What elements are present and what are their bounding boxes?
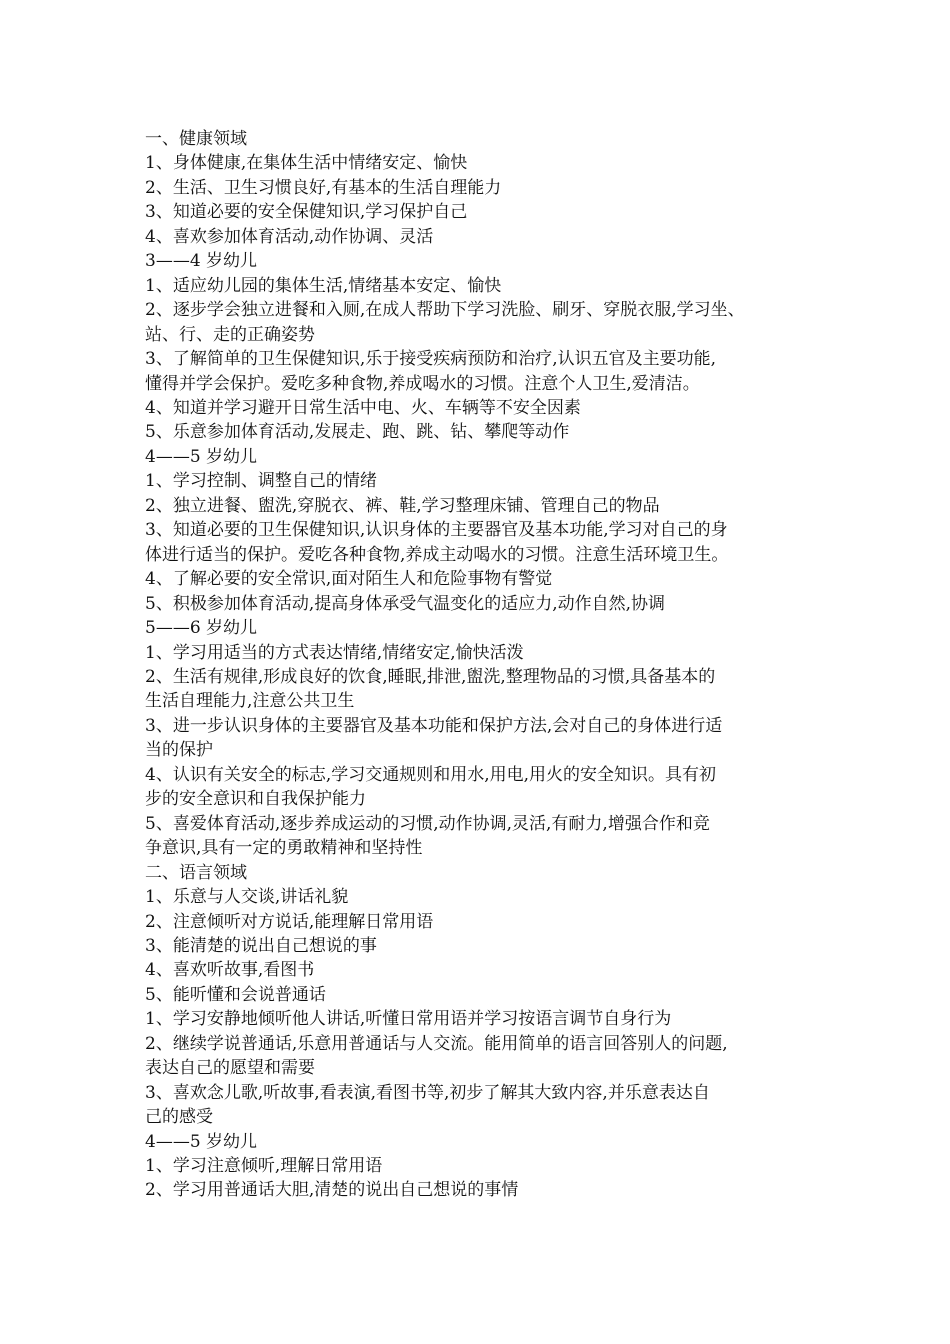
- text-line: 3、知道必要的安全保健知识,学习保护自己: [145, 202, 468, 223]
- text-line: 5、积极参加体育活动,提高身体承受气温变化的适应力,动作自然,协调: [145, 593, 666, 614]
- text-line: 2、逐步学会独立进餐和入厕,在成人帮助下学习洗脸、刷牙、穿脱衣服,学习坐、: [145, 300, 745, 321]
- text-line: 5、乐意参加体育活动,发展走、跑、跳、钻、攀爬等动作: [145, 422, 570, 443]
- text-line: 1、乐意与人交谈,讲话礼貌: [145, 887, 349, 908]
- text-line: 2、生活有规律,形成良好的饮食,睡眠,排泄,盥洗,整理物品的习惯,具备基本的: [145, 666, 716, 687]
- text-line: 2、学习用普通话大胆,清楚的说出自己想说的事情: [145, 1180, 519, 1201]
- text-line: 4、了解必要的安全常识,面对陌生人和危险事物有警觉: [145, 569, 553, 590]
- text-line: 懂得并学会保护。爱吃多种食物,养成喝水的习惯。注意个人卫生,爱清洁。: [145, 373, 700, 394]
- text-line: 4、喜欢参加体育活动,动作协调、灵活: [145, 226, 434, 247]
- age-group-heading: 4——5 岁幼儿: [145, 446, 258, 467]
- text-line: 3、进一步认识身体的主要器官及基本功能和保护方法,会对自己的身体进行适: [145, 715, 723, 736]
- text-line: 4、喜欢听故事,看图书: [145, 960, 315, 981]
- age-group-heading: 5——6 岁幼儿: [145, 618, 258, 639]
- age-group-heading: 3——4 岁幼儿: [145, 251, 258, 272]
- text-line: 4、认识有关安全的标志,学习交通规则和用水,用电,用火的安全知识。具有初: [145, 764, 717, 785]
- text-line: 1、身体健康,在集体生活中情绪安定、愉快: [145, 153, 468, 174]
- text-line: 2、独立进餐、盥洗,穿脱衣、裤、鞋,学习整理床铺、管理自己的物品: [145, 495, 660, 516]
- text-line: 1、学习注意倾听,理解日常用语: [145, 1156, 383, 1177]
- text-line: 体进行适当的保护。爱吃各种食物,养成主动喝水的习惯。注意生活环境卫生。: [145, 544, 729, 565]
- text-line: 1、学习用适当的方式表达情绪,情绪安定,愉快活泼: [145, 642, 524, 663]
- text-line: 1、学习控制、调整自己的情绪: [145, 471, 377, 492]
- text-line: 2、生活、卫生习惯良好,有基本的生活自理能力: [145, 177, 502, 198]
- text-line: 4、知道并学习避开日常生活中电、火、车辆等不安全因素: [145, 397, 581, 418]
- text-line: 5、能听懂和会说普通话: [145, 984, 326, 1005]
- text-line: 1、学习安静地倾听他人讲话,听懂日常用语并学习按语言调节自身行为: [145, 1009, 672, 1030]
- heading-language-domain: 二、语言领域: [145, 862, 247, 883]
- age-group-heading: 4——5 岁幼儿: [145, 1131, 258, 1152]
- text-line: 5、喜爱体育活动,逐步养成运动的习惯,动作协调,灵活,有耐力,增强合作和竞: [145, 813, 710, 834]
- text-line: 争意识,具有一定的勇敢精神和坚持性: [145, 838, 423, 859]
- text-line: 生活自理能力,注意公共卫生: [145, 691, 355, 712]
- text-line: 己的感受: [145, 1107, 213, 1128]
- heading-health-domain: 一、健康领域: [145, 129, 247, 149]
- document-body: [145, 127, 830, 1203]
- text-line: 表达自己的愿望和需要: [145, 1058, 315, 1079]
- text-line: 3、知道必要的卫生保健知识,认识身体的主要器官及基本功能,学习对自己的身: [145, 520, 728, 541]
- text-line: 2、注意倾听对方说话,能理解日常用语: [145, 911, 434, 932]
- text-line: 3、了解简单的卫生保健知识,乐于接受疾病预防和治疗,认识五官及主要功能,: [145, 349, 717, 370]
- text-line: 步的安全意识和自我保护能力: [145, 789, 366, 810]
- text-line: 3、喜欢念儿歌,听故事,看表演,看图书等,初步了解其大致内容,并乐意表达自: [145, 1082, 710, 1103]
- text-line: 2、继续学说普通话,乐意用普通话与人交流。能用简单的语言回答别人的问题,: [145, 1033, 728, 1054]
- text-line: 当的保护: [145, 740, 213, 761]
- text-line: 1、适应幼儿园的集体生活,情绪基本安定、愉快: [145, 275, 502, 296]
- text-line: 3、能清楚的说出自己想说的事: [145, 935, 377, 956]
- text-line: 站、行、走的正确姿势: [145, 324, 315, 345]
